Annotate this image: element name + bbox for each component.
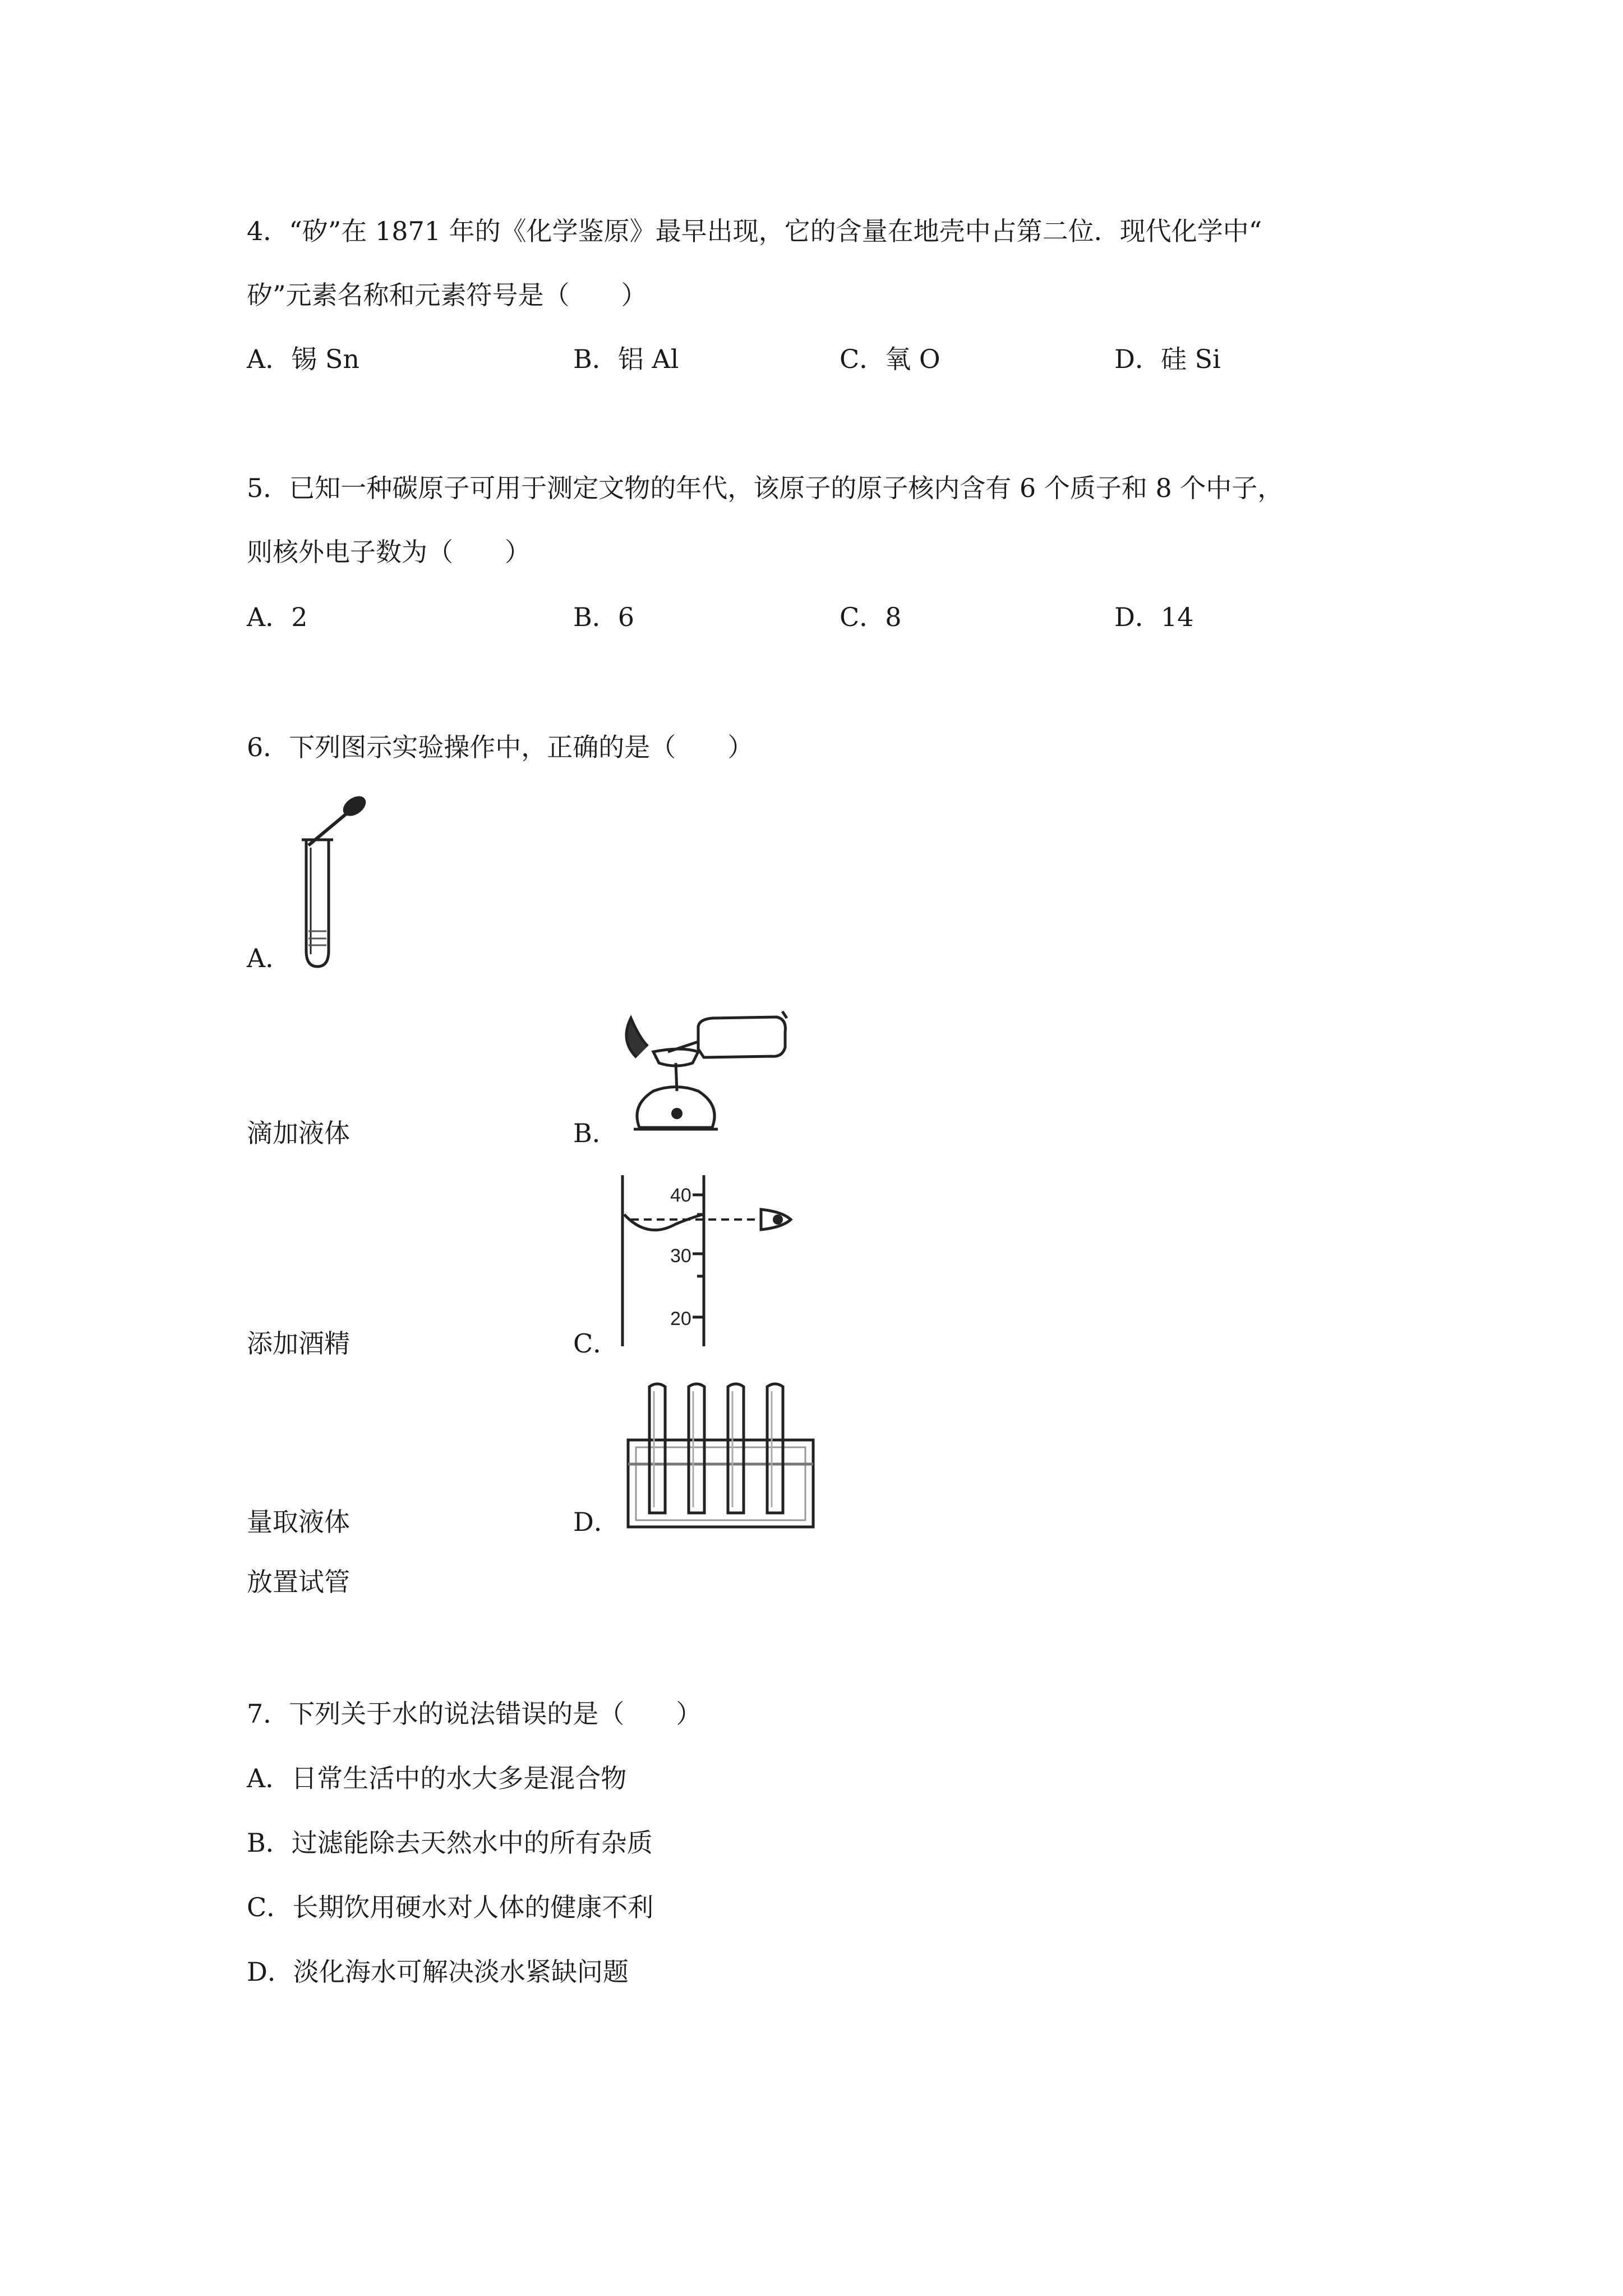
dropper-test-tube-figure: [286, 794, 376, 973]
q5-stem-line1: 5．已知一种碳原子可用于测定文物的年代，该原子的原子核内含有 6 个质子和 8 个中子，: [247, 473, 1284, 503]
q6-option-a-caption: 滴加液体: [247, 1118, 350, 1148]
q6-stem: 6．下列图示实验操作中，正确的是（ ）: [247, 732, 754, 762]
graduated-cylinder-figure: [614, 1172, 816, 1352]
cylinder-tick-40: 40: [670, 1185, 691, 1206]
q6-option-c-letter: C．: [573, 1328, 619, 1359]
q6-option-d-caption: 放置试管: [247, 1567, 350, 1597]
q4-stem-line2: 矽”元素名称和元素符号是（ ）: [247, 280, 647, 310]
q7-stem: 7．下列关于水的说法错误的是（ ）: [247, 1699, 702, 1729]
cylinder-tick-20: 20: [670, 1308, 691, 1329]
q6-option-d-letter: D．: [573, 1507, 620, 1537]
q5-option-d: D．14: [1114, 602, 1194, 632]
q5-option-c: C．8: [840, 602, 902, 632]
q4-option-a: A．锡 Sn: [247, 344, 359, 374]
q4-stem-line1: 4．“矽”在 1871 年的《化学鉴原》最早出现，它的含量在地壳中占第二位．现代化学中“: [247, 216, 1262, 246]
cylinder-tick-30: 30: [670, 1245, 691, 1267]
q7-option-c: C．长期饮用硬水对人体的健康不利: [247, 1892, 654, 1922]
q6-option-c-caption: 量取液体: [247, 1507, 350, 1537]
q5-stem-line2: 则核外电子数为（ ）: [247, 537, 531, 567]
q5-option-a: A．2: [247, 602, 308, 632]
q7-option-d: D．淡化海水可解决淡水紧缺问题: [247, 1957, 629, 1987]
q5-option-b: B．6: [573, 602, 635, 632]
q4-option-c: C．氧 O: [840, 344, 940, 374]
q7-option-b: B．过滤能除去天然水中的所有杂质: [247, 1828, 653, 1858]
q6-option-a-letter: A．: [247, 943, 292, 973]
q7-option-a: A．日常生活中的水大多是混合物: [247, 1763, 627, 1793]
q4-option-d: D．硅 Si: [1114, 344, 1221, 374]
q4-option-b: B．铝 Al: [573, 344, 679, 374]
alcohol-lamp-refill-figure: [614, 1007, 794, 1147]
test-tube-rack-figure: [623, 1381, 819, 1533]
q6-option-b-caption: 添加酒精: [247, 1328, 350, 1359]
q6-option-b-letter: B．: [573, 1118, 618, 1148]
